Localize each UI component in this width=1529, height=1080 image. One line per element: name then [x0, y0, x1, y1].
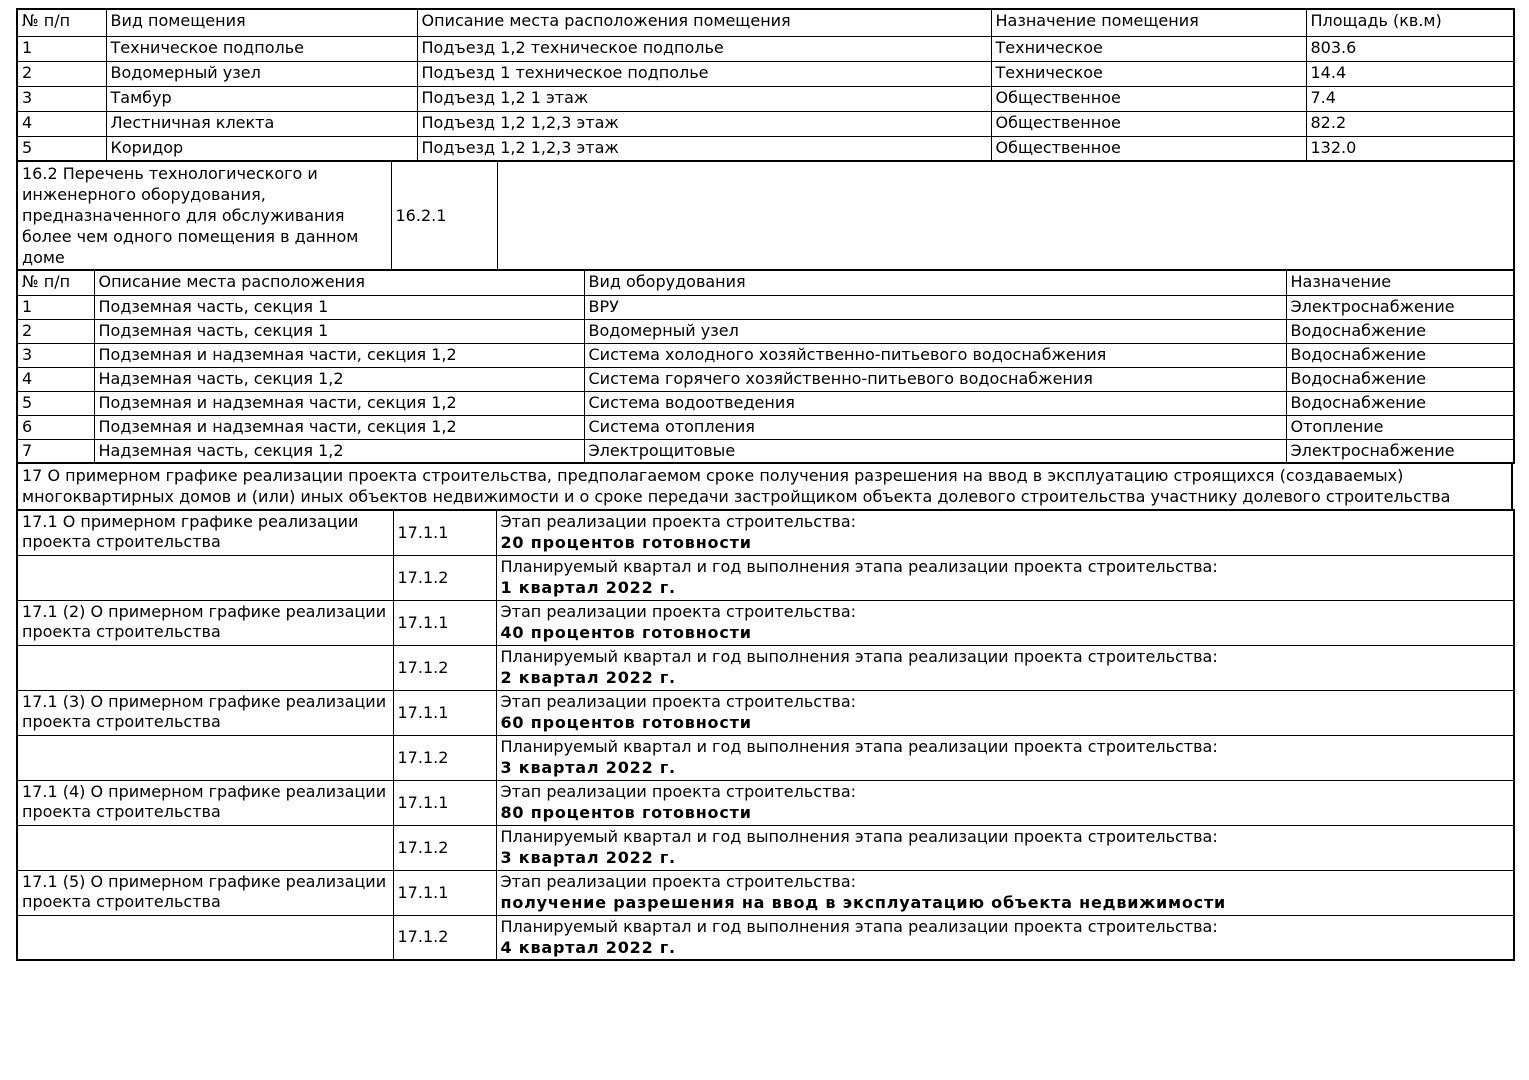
cell-number: 7 [17, 439, 94, 463]
cell-kind: ВРУ [584, 295, 1286, 319]
schedule-block-label: 17.1 (5) О примерном графике реализации проекта строительства [17, 870, 393, 915]
cell-kind: Система холодного хозяйственно-питьевого водоснабжения [584, 343, 1286, 367]
cell-purpose: Техническое [991, 36, 1306, 61]
cell-number: 4 [17, 111, 106, 136]
schedule-empty-cell [17, 915, 393, 960]
schedule-quarter-row [17, 735, 1514, 780]
section-16-2-band [16, 160, 1515, 271]
section-16-2-code: 16.2.1 [391, 161, 497, 270]
cell-number: 3 [17, 86, 106, 111]
schedule-code: 17.1.2 [393, 555, 496, 600]
cell-area: 132.0 [1306, 136, 1514, 161]
table-row [17, 343, 1514, 367]
cell-area: 7.4 [1306, 86, 1514, 111]
rooms-header-area: Площадь (кв.м) [1306, 9, 1514, 36]
stage-value: 40 процентов готовности [500, 622, 752, 642]
schedule-stage-row [17, 870, 1514, 915]
cell-number: 6 [17, 415, 94, 439]
schedule-table [16, 509, 1515, 961]
schedule-quarter-row [17, 825, 1514, 870]
schedule-code: 17.1.1 [393, 690, 496, 735]
cell-location: Подъезд 1,2 1,2,3 этаж [417, 136, 991, 161]
cell-type: Лестничная клекта [106, 111, 417, 136]
cell-purpose: Водоснабжение [1286, 391, 1514, 415]
cell-location: Подземная и надземная части, секция 1,2 [94, 415, 584, 439]
rooms-header-purpose: Назначение помещения [991, 9, 1306, 36]
cell-location: Подземная и надземная части, секция 1,2 [94, 343, 584, 367]
stage-caption: Этап реализации проекта строительства: [500, 691, 857, 711]
cell-purpose: Водоснабжение [1286, 367, 1514, 391]
cell-area: 82.2 [1306, 111, 1514, 136]
cell-purpose: Общественное [991, 86, 1306, 111]
stage-value: 80 процентов готовности [500, 802, 752, 822]
schedule-quarter-cell [496, 555, 1514, 600]
cell-kind: Водомерный узел [584, 319, 1286, 343]
schedule-code: 17.1.1 [393, 510, 496, 555]
cell-kind: Электрощитовые [584, 439, 1286, 463]
quarter-value: 3 квартал 2022 г. [500, 757, 676, 777]
schedule-stage-cell [496, 870, 1514, 915]
cell-area: 803.6 [1306, 36, 1514, 61]
schedule-stage-row [17, 690, 1514, 735]
schedule-quarter-row [17, 555, 1514, 600]
cell-location: Надземная часть, секция 1,2 [94, 367, 584, 391]
quarter-value: 1 квартал 2022 г. [500, 577, 676, 597]
cell-location: Подъезд 1 техническое подполье [417, 61, 991, 86]
cell-purpose: Водоснабжение [1286, 343, 1514, 367]
cell-number: 2 [17, 61, 106, 86]
cell-number: 4 [17, 367, 94, 391]
section-17-heading: 17 О примерном графике реализации проекта строительства, предполагаемом сроке получения разрешения на ввод в эксплуатацию строящихся (создаваемых) многоквартирных домов и (или) иных объектов недвижимости и о сроке передачи застройщиком объекта долевого строительства участнику долевого строительства [17, 463, 1512, 510]
quarter-caption: Планируемый квартал и год выполнения этапа реализации проекта строительства: [500, 736, 1218, 756]
cell-type: Коридор [106, 136, 417, 161]
schedule-empty-cell [17, 555, 393, 600]
table-row [17, 319, 1514, 343]
stage-caption: Этап реализации проекта строительства: [500, 512, 857, 531]
equipment-header-location: Описание места расположения [94, 270, 584, 295]
table-row [17, 161, 1514, 270]
schedule-stage-cell [496, 510, 1514, 555]
cell-number: 5 [17, 136, 106, 161]
cell-purpose: Электроснабжение [1286, 439, 1514, 463]
schedule-empty-cell [17, 825, 393, 870]
schedule-block-label: 17.1 О примерном графике реализации проекта строительства [17, 510, 393, 555]
schedule-quarter-cell [496, 825, 1514, 870]
schedule-quarter-cell [496, 735, 1514, 780]
stage-caption: Этап реализации проекта строительства: [500, 871, 857, 891]
cell-purpose: Водоснабжение [1286, 319, 1514, 343]
schedule-code: 17.1.2 [393, 915, 496, 960]
quarter-value: 3 квартал 2022 г. [500, 847, 676, 867]
table-row [17, 295, 1514, 319]
stage-value: получение разрешения на ввод в эксплуатацию объекта недвижимости [500, 892, 1227, 912]
cell-location: Подземная часть, секция 1 [94, 319, 584, 343]
schedule-quarter-row [17, 645, 1514, 690]
section-16-2-value [497, 161, 1514, 270]
equipment-header-row [17, 270, 1514, 295]
quarter-caption: Планируемый квартал и год выполнения этапа реализации проекта строительства: [500, 916, 1218, 936]
cell-location: Подъезд 1,2 техническое подполье [417, 36, 991, 61]
schedule-quarter-cell [496, 645, 1514, 690]
section-16-2-label: 16.2 Перечень технологического и инженерного оборудования, предназначенного для обслуживания более чем одного помещения в данном доме [17, 161, 391, 270]
table-row [17, 463, 1512, 510]
schedule-stage-cell [496, 780, 1514, 825]
rooms-header-row [17, 9, 1514, 36]
schedule-block-label: 17.1 (2) О примерном графике реализации проекта строительства [17, 600, 393, 645]
schedule-quarter-cell [496, 915, 1514, 960]
cell-kind: Система водоотведения [584, 391, 1286, 415]
schedule-code: 17.1.1 [393, 870, 496, 915]
stage-value: 20 процентов готовности [500, 533, 752, 552]
schedule-empty-cell [17, 645, 393, 690]
cell-location: Подземная часть, секция 1 [94, 295, 584, 319]
section-17-band [16, 462, 1513, 511]
schedule-stage-cell [496, 600, 1514, 645]
cell-purpose: Техническое [991, 61, 1306, 86]
schedule-code: 17.1.1 [393, 780, 496, 825]
schedule-empty-cell [17, 735, 393, 780]
table-row [17, 61, 1514, 86]
equipment-header-purpose: Назначение [1286, 270, 1514, 295]
table-row [17, 86, 1514, 111]
schedule-code: 17.1.1 [393, 600, 496, 645]
cell-type: Тамбур [106, 86, 417, 111]
quarter-caption: Планируемый квартал и год выполнения этапа реализации проекта строительства: [500, 646, 1218, 666]
stage-caption: Этап реализации проекта строительства: [500, 781, 857, 801]
schedule-block-label: 17.1 (3) О примерном графике реализации проекта строительства [17, 690, 393, 735]
cell-location: Подземная и надземная части, секция 1,2 [94, 391, 584, 415]
stage-value: 60 процентов готовности [500, 712, 752, 732]
table-row [17, 415, 1514, 439]
schedule-stage-cell [496, 690, 1514, 735]
equipment-header-number: № п/п [17, 270, 94, 295]
cell-number: 1 [17, 295, 94, 319]
cell-location: Надземная часть, секция 1,2 [94, 439, 584, 463]
cell-type: Водомерный узел [106, 61, 417, 86]
cell-number: 3 [17, 343, 94, 367]
table-row [17, 36, 1514, 61]
cell-number: 1 [17, 36, 106, 61]
cell-kind: Система горячего хозяйственно-питьевого водоснабжения [584, 367, 1286, 391]
quarter-caption: Планируемый квартал и год выполнения этапа реализации проекта строительства: [500, 826, 1218, 846]
cell-purpose: Электроснабжение [1286, 295, 1514, 319]
rooms-table [16, 8, 1515, 162]
schedule-code: 17.1.2 [393, 645, 496, 690]
cell-location: Подъезд 1,2 1,2,3 этаж [417, 111, 991, 136]
equipment-table [16, 269, 1515, 464]
table-row [17, 391, 1514, 415]
schedule-quarter-row [17, 915, 1514, 960]
schedule-stage-row [17, 600, 1514, 645]
stage-caption: Этап реализации проекта строительства: [500, 601, 857, 621]
table-row [17, 111, 1514, 136]
rooms-header-number: № п/п [17, 9, 106, 36]
cell-purpose: Общественное [991, 111, 1306, 136]
schedule-code: 17.1.2 [393, 735, 496, 780]
cell-purpose: Отопление [1286, 415, 1514, 439]
cell-kind: Система отопления [584, 415, 1286, 439]
cell-number: 2 [17, 319, 94, 343]
cell-number: 5 [17, 391, 94, 415]
cell-purpose: Общественное [991, 136, 1306, 161]
schedule-stage-row [17, 780, 1514, 825]
schedule-code: 17.1.2 [393, 825, 496, 870]
quarter-value: 2 квартал 2022 г. [500, 667, 676, 687]
rooms-header-type: Вид помещения [106, 9, 417, 36]
cell-area: 14.4 [1306, 61, 1514, 86]
quarter-caption: Планируемый квартал и год выполнения этапа реализации проекта строительства: [500, 556, 1218, 576]
rooms-header-location: Описание места расположения помещения [417, 9, 991, 36]
schedule-block-label: 17.1 (4) О примерном графике реализации проекта строительства [17, 780, 393, 825]
quarter-value: 4 квартал 2022 г. [500, 937, 676, 957]
schedule-stage-row [17, 510, 1514, 555]
table-row [17, 136, 1514, 161]
equipment-header-kind: Вид оборудования [584, 270, 1286, 295]
table-row [17, 367, 1514, 391]
cell-type: Техническое подполье [106, 36, 417, 61]
cell-location: Подъезд 1,2 1 этаж [417, 86, 991, 111]
table-row [17, 439, 1514, 463]
